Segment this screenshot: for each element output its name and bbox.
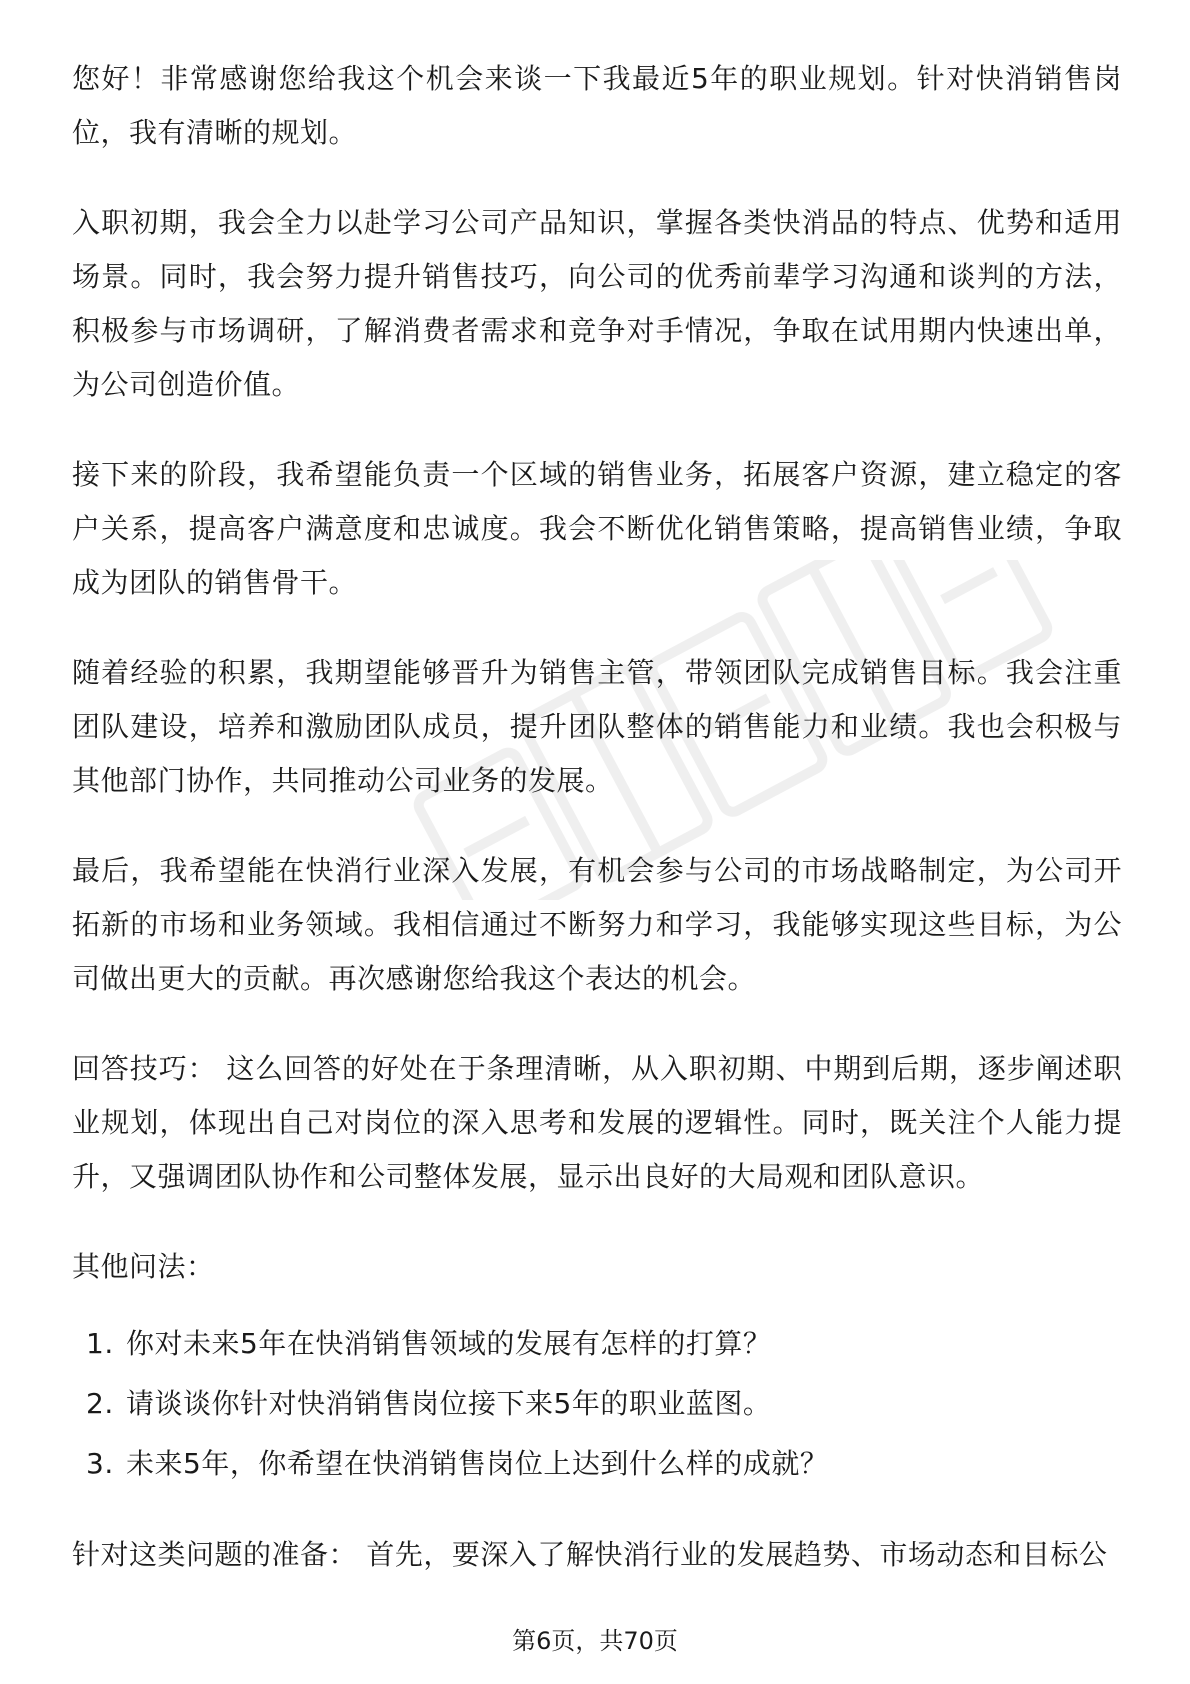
other-questions-heading: 其他问法： — [72, 1250, 215, 1283]
list-item-text: 请谈谈你针对快消销售岗位接下来5年的职业蓝图。 — [126, 1387, 772, 1420]
list-item-text: 未来5年，你希望在快消销售岗位上达到什么样的成就？ — [126, 1447, 829, 1480]
list-item-number: 1. — [86, 1327, 114, 1360]
paragraph-preparation: 针对这类问题的准备： 首先，要深入了解快消行业的发展趋势、市场动态和目标公 — [72, 1538, 1108, 1571]
page-number: 第6页，共70页 — [512, 1627, 678, 1655]
paragraph-promotion: 随着经验的积累，我期望能够晋升为销售主管，带领团队完成销售目标。我会注重团队建设，培养和激励团队成员，提升团队整体的销售能力和业绩。我也会积极与其他部门协作，共同推动公司业务的发展。 — [72, 656, 1122, 797]
list-item — [86, 1434, 1122, 1494]
paragraph-greeting: 您好！非常感谢您给我这个机会来谈一下我最近5年的职业规划。针对快消销售岗位，我有清晰的规划。 — [72, 62, 1122, 149]
paragraph-answer-tips: 回答技巧： 这么回答的好处在于条理清晰，从入职初期、中期到后期，逐步阐述职业规划，体现出自己对岗位的深入思考和发展的逻辑性。同时，既关注个人能力提升，又强调团队协作和公司整体发展，显示出良好的大局观和团队意识。 — [72, 1052, 1122, 1193]
list-item-text: 你对未来5年在快消销售领域的发展有怎样的打算？ — [126, 1327, 772, 1360]
document-body — [72, 52, 1122, 1618]
paragraph-mid-stage: 接下来的阶段，我希望能负责一个区域的销售业务，拓展客户资源，建立稳定的客户关系，提高客户满意度和忠诚度。我会不断优化销售策略，提高销售业绩，争取成为团队的销售骨干。 — [72, 458, 1122, 599]
paragraph-early-stage: 入职初期，我会全力以赴学习公司产品知识，掌握各类快消品的特点、优势和适用场景。同时，我会努力提升销售技巧，向公司的优秀前辈学习沟通和谈判的方法，积极参与市场调研，了解消费者需求和竞争对手情况，争取在试用期内快速出单，为公司创造价值。 — [72, 206, 1122, 401]
paragraph-final-stage: 最后，我希望能在快消行业深入发展，有机会参与公司的市场战略制定，为公司开拓新的市场和业务领域。我相信通过不断努力和学习，我能够实现这些目标，为公司做出更大的贡献。再次感谢您给我这个表达的机会。 — [72, 854, 1122, 995]
other-questions-list — [72, 1314, 1122, 1494]
list-item — [86, 1374, 1122, 1434]
list-item — [86, 1314, 1122, 1374]
list-item-number: 3. — [86, 1447, 114, 1480]
list-item-number: 2. — [86, 1387, 114, 1420]
